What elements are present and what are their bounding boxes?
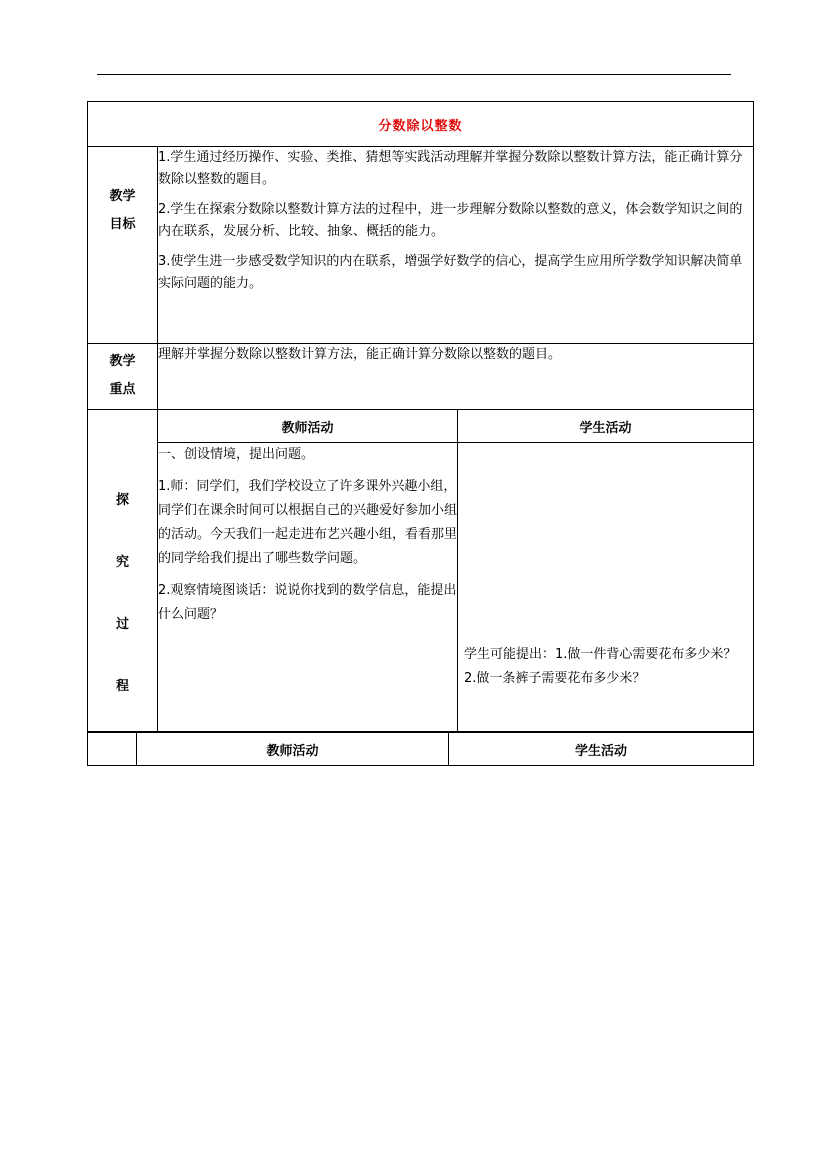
process-label-char-3: 过	[115, 617, 129, 632]
goal-item-2: 2.学生在探索分数除以整数计算方法的过程中，进一步理解分数除以整数的意义，体会数学知识之间的内在联系，发展分析、比较、抽象、概括的能力。	[158, 202, 743, 239]
student-activity-header: 学生活动	[458, 410, 754, 443]
goal-item-3: 3.使学生进一步感受数学知识的内在联系，增强学好数学的信心，提高学生应用所学数学知识解决简单实际问题的能力。	[158, 254, 743, 291]
header-rule	[97, 74, 731, 75]
teacher-activity-header: 教师活动	[158, 410, 458, 443]
student-activity-content	[458, 443, 754, 732]
focus-text: 理解并掌握分数除以整数计算方法，能正确计算分数除以整数的题目。	[158, 347, 562, 362]
process-label	[88, 410, 158, 732]
student-activity-text: 学生可能提出：1.做一件背心需要花布多少米？2.做一条裤子需要花布多少米？	[464, 647, 737, 686]
goal-item-1: 1.学生通过经历操作、实验、类推、猜想等实践活动理解并掌握分数除以整数计算方法，能正确计算分数除以整数的题目。	[158, 150, 743, 187]
teacher-paragraph-1: 一、创设情境，提出问题。	[158, 447, 315, 462]
goals-label-line1: 教学	[109, 189, 136, 204]
lesson-plan-table	[87, 101, 754, 732]
process-label-char-4: 程	[115, 679, 129, 694]
goals-content	[158, 147, 754, 344]
second-table-blank-cell	[88, 733, 137, 766]
lesson-title: 分数除以整数	[88, 102, 754, 147]
teacher-paragraph-2: 1.师：同学们，我们学校设立了许多课外兴趣小组，同学们在课余时间可以根据自己的兴趣爱好参加小组的活动。今天我们一起走进布艺兴趣小组，看看那里的同学给我们提出了哪些数学问题。	[158, 479, 458, 566]
teacher-activity-content	[158, 443, 458, 732]
goals-label-line2: 目标	[109, 217, 136, 232]
goals-label	[88, 147, 158, 344]
second-student-header: 学生活动	[449, 733, 754, 766]
second-teacher-header: 教师活动	[137, 733, 449, 766]
process-label-char-2: 究	[115, 555, 129, 570]
focus-label-line1: 教学	[109, 354, 136, 369]
teacher-paragraph-3: 2.观察情境图谈话：说说你找到的数学信息，能提出什么问题？	[158, 583, 457, 622]
process-label-char-1: 探	[115, 493, 129, 508]
focus-content	[158, 344, 754, 410]
second-activity-table	[87, 732, 754, 766]
focus-label	[88, 344, 158, 410]
focus-label-line2: 重点	[109, 382, 136, 397]
